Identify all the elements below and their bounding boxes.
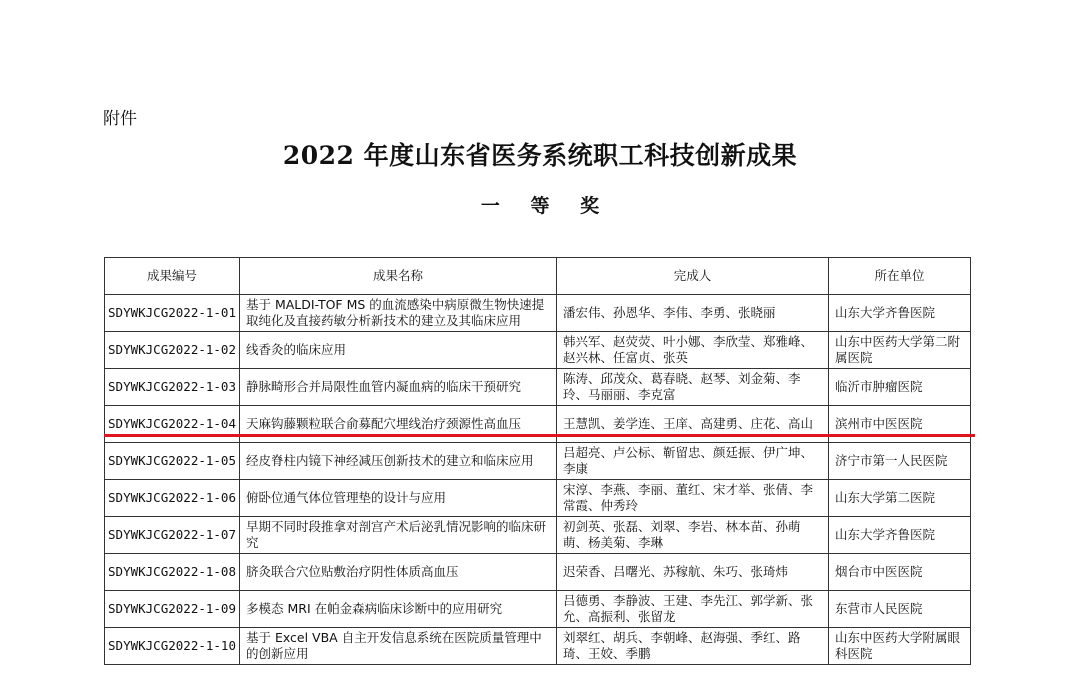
cell-name: 早期不同时段推拿对剖宫产术后泌乳情况影响的临床研究 <box>246 519 547 550</box>
cell-people: 韩兴军、赵荧荧、叶小娜、李欣莹、郑雅峰、赵兴林、任富贞、张英 <box>563 334 814 365</box>
cell-code: SDYWKJCG2022-1-05 <box>105 443 240 480</box>
table-row <box>105 591 971 628</box>
cell-name: 多模态 MRI 在帕金森病临床诊断中的应用研究 <box>246 601 503 616</box>
cell-code: SDYWKJCG2022-1-02 <box>105 332 240 369</box>
table-header-row <box>105 258 971 295</box>
cell-name: 基于 Excel VBA 自主开发信息系统在医院质量管理中的创新应用 <box>246 630 542 661</box>
cell-people: 宋淳、李燕、李丽、董红、宋才举、张倩、李常霞、仲秀玲 <box>563 482 814 513</box>
cell-name: 脐灸联合穴位贴敷治疗阴性体质高血压 <box>246 564 459 579</box>
cell-unit: 山东中医药大学附属眼科医院 <box>835 630 961 661</box>
cell-name: 静脉畸形合并局限性血管内凝血病的临床干预研究 <box>246 379 522 394</box>
cell-unit: 济宁市第一人民医院 <box>835 453 948 468</box>
cell-name: 线香灸的临床应用 <box>246 342 347 357</box>
header-people: 完成人 <box>557 258 829 295</box>
cell-code: SDYWKJCG2022-1-03 <box>105 369 240 406</box>
cell-code: SDYWKJCG2022-1-06 <box>105 480 240 517</box>
header-code: 成果编号 <box>105 258 240 295</box>
cell-unit: 山东大学齐鲁医院 <box>835 527 936 542</box>
cell-people: 初剑英、张磊、刘翠、李岩、林本苗、孙萌萌、杨美菊、李琳 <box>563 519 801 550</box>
table-row <box>105 554 971 591</box>
document-title: 2022 年度山东省医务系统职工科技创新成果 <box>282 141 798 170</box>
cell-name: 天麻钩藤颗粒联合俞募配穴埋线治疗颈源性高血压 <box>246 416 522 431</box>
cell-people: 陈涛、邱茂众、葛春晓、赵琴、刘金菊、李玲、马丽丽、李克富 <box>563 371 801 402</box>
award-level-heading: 一 等 奖 <box>480 195 612 217</box>
cell-people: 刘翠红、胡兵、李朝峰、赵海强、季红、路琦、王姣、季鹏 <box>563 630 801 661</box>
table-row <box>105 480 971 517</box>
cell-unit: 山东大学齐鲁医院 <box>835 305 936 320</box>
cell-name: 基于 MALDI-TOF MS 的血流感染中病原微生物快速提取纯化及直接药敏分析新技术的建立及其临床应用 <box>246 297 545 328</box>
cell-people: 潘宏伟、孙恩华、李伟、李勇、张晓丽 <box>563 305 776 320</box>
table-row <box>105 369 971 406</box>
cell-unit: 山东中医药大学第二附属医院 <box>835 334 961 365</box>
header-name: 成果名称 <box>240 258 557 295</box>
table-row <box>105 332 971 369</box>
cell-people: 吕超亮、卢公标、靳留忠、颜廷振、伊广坤、李康 <box>563 445 814 476</box>
table-row <box>105 295 971 332</box>
cell-name: 经皮脊柱内镜下神经减压创新技术的建立和临床应用 <box>246 453 534 468</box>
cell-unit: 烟台市中医医院 <box>835 564 923 579</box>
cell-code: SDYWKJCG2022-1-09 <box>105 591 240 628</box>
cell-name: 俯卧位通气体位管理垫的设计与应用 <box>246 490 447 505</box>
cell-people: 吕德勇、李静波、王建、李先江、郭学新、张允、高振利、张留龙 <box>563 593 814 624</box>
table-row <box>105 443 971 480</box>
attachment-label: 附件 <box>103 109 137 129</box>
cell-code: SDYWKJCG2022-1-10 <box>105 628 240 665</box>
cell-unit: 临沂市肿瘤医院 <box>835 379 923 394</box>
header-unit: 所在单位 <box>829 258 971 295</box>
cell-people: 迟荣香、吕曙光、苏稼航、朱巧、张琦炜 <box>563 564 789 579</box>
cell-unit: 滨州市中医医院 <box>835 416 923 431</box>
cell-people: 王慧凯、姜学连、王庠、高建勇、庄花、高山 <box>563 416 814 431</box>
results-table <box>104 257 971 665</box>
cell-unit: 东营市人民医院 <box>835 601 923 616</box>
table-row <box>105 517 971 554</box>
cell-code: SDYWKJCG2022-1-01 <box>105 295 240 332</box>
cell-unit: 山东大学第二医院 <box>835 490 936 505</box>
cell-code: SDYWKJCG2022-1-07 <box>105 517 240 554</box>
cell-code: SDYWKJCG2022-1-04 <box>105 406 240 443</box>
red-highlight-line <box>104 434 975 437</box>
table-row <box>105 628 971 665</box>
cell-code: SDYWKJCG2022-1-08 <box>105 554 240 591</box>
